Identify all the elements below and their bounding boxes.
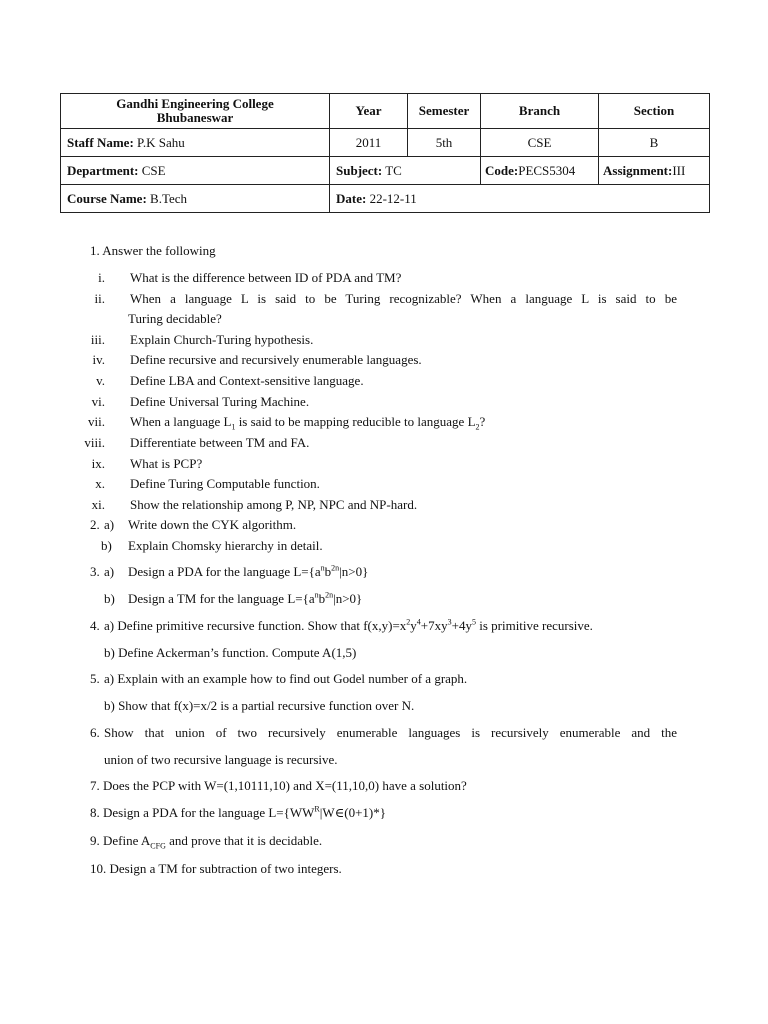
question-number: 1. bbox=[90, 243, 100, 258]
part-label: a) bbox=[104, 564, 115, 579]
superscript: 3 bbox=[447, 617, 452, 627]
subitem-text: When a language L is said to be Turing recognizable? When a language L is said to be bbox=[130, 291, 677, 306]
question-8 bbox=[90, 805, 386, 821]
text-part: +4y bbox=[451, 618, 472, 633]
roman-numeral: ii. bbox=[94, 291, 105, 306]
part-text: b) Define Ackerman’s function. Compute A(1,5) bbox=[104, 645, 357, 660]
subitem-text: What is the difference between ID of PDA and TM? bbox=[130, 270, 402, 285]
text-part: b bbox=[318, 591, 326, 606]
department-value: CSE bbox=[138, 162, 166, 178]
roman-numeral: xi. bbox=[91, 497, 105, 512]
subitem-text-continued: Turing decidable? bbox=[128, 311, 222, 326]
text-part: +7xy bbox=[420, 618, 448, 633]
subitem-text: Differentiate between TM and FA. bbox=[130, 435, 310, 450]
text-part: y bbox=[410, 618, 417, 633]
superscript: 2n bbox=[331, 563, 340, 573]
subscript: 1 bbox=[231, 422, 236, 432]
text-part: Design a TM for the language L={a bbox=[128, 591, 315, 606]
section-header: Section bbox=[599, 94, 710, 129]
question-number: 7. bbox=[90, 778, 100, 793]
text-part: |n>0} bbox=[333, 591, 363, 606]
roman-numeral: v. bbox=[96, 373, 105, 388]
department-cell bbox=[61, 157, 330, 185]
roman-numeral: iii. bbox=[90, 332, 105, 347]
question-number: 9. bbox=[90, 833, 100, 848]
part-text bbox=[128, 591, 362, 607]
question-text-continued: union of two recursive language is recursive. bbox=[104, 752, 338, 767]
code-cell bbox=[481, 157, 599, 185]
text-part: Define A bbox=[103, 833, 151, 848]
college-name: Gandhi Engineering College Bhubaneswar bbox=[61, 94, 330, 129]
subitem-text: What is PCP? bbox=[130, 456, 203, 471]
roman-numeral: vii. bbox=[88, 414, 105, 429]
superscript: 4 bbox=[416, 617, 421, 627]
course-value: B.Tech bbox=[146, 190, 188, 206]
question-text: Answer the following bbox=[102, 243, 216, 258]
text-part: Design a PDA for the language L={a bbox=[128, 564, 321, 579]
date-label: Date: bbox=[336, 190, 367, 206]
branch-value: CSE bbox=[481, 129, 599, 157]
subitem-text: Define recursive and recursively enumerable languages. bbox=[130, 352, 422, 367]
text-part: b bbox=[324, 564, 332, 579]
question-number: 2. bbox=[90, 517, 100, 532]
date-cell bbox=[330, 185, 710, 213]
question-7 bbox=[90, 778, 467, 794]
section-value: B bbox=[599, 129, 710, 157]
question-text bbox=[103, 805, 386, 820]
staff-value: P.K Sahu bbox=[133, 134, 185, 150]
roman-numeral: vi. bbox=[91, 394, 105, 409]
subscript: CFG bbox=[150, 841, 166, 851]
question-number: 6. bbox=[90, 725, 100, 740]
roman-numeral: iv. bbox=[92, 352, 105, 367]
part-label: b) bbox=[101, 538, 112, 553]
question-number: 4. bbox=[90, 618, 100, 633]
part-text bbox=[104, 618, 593, 634]
part-text: a) Explain with an example how to find out Godel number of a graph. bbox=[104, 671, 468, 686]
superscript: n bbox=[314, 590, 319, 600]
question-text bbox=[103, 833, 323, 851]
question-number: 3. bbox=[90, 564, 100, 579]
course-label: Course Name: bbox=[67, 190, 147, 206]
question-text: Design a TM for subtraction of two integers. bbox=[106, 861, 342, 876]
question-text: Show that union of two recursively enumerable languages is recursively enumerable and the bbox=[104, 725, 677, 740]
year-header: Year bbox=[330, 94, 408, 129]
assignment-value: III bbox=[672, 162, 686, 178]
subitem-text: Define LBA and Context-sensitive language. bbox=[130, 373, 364, 388]
semester-value: 5th bbox=[408, 129, 481, 157]
subitem-text: Define Turing Computable function. bbox=[130, 476, 320, 491]
question-9 bbox=[90, 833, 322, 849]
text-part: Design a PDA for the language L={WW bbox=[103, 805, 315, 820]
part-text: Explain Chomsky hierarchy in detail. bbox=[128, 538, 323, 553]
text-part: ? bbox=[479, 414, 486, 429]
roman-numeral: viii. bbox=[84, 435, 105, 450]
staff-label: Staff Name: bbox=[67, 134, 134, 150]
text-part: a) Define primitive recursive function. Show that f(x,y)=x bbox=[104, 618, 407, 633]
superscript: 2n bbox=[325, 590, 334, 600]
part-text: Write down the CYK algorithm. bbox=[128, 517, 297, 532]
department-label: Department: bbox=[67, 162, 139, 178]
subitem-text: Show the relationship among P, NP, NPC and NP-hard. bbox=[130, 497, 418, 512]
question-number: 10. bbox=[90, 861, 107, 876]
text-part: and prove that it is decidable. bbox=[165, 833, 323, 848]
date-value: 22-12-11 bbox=[366, 190, 417, 206]
question-1 bbox=[90, 243, 216, 259]
code-value: PECS5304 bbox=[518, 162, 576, 178]
superscript: 2 bbox=[406, 617, 411, 627]
header-table bbox=[60, 93, 710, 213]
code-label: Code: bbox=[485, 162, 519, 178]
question-text: Does the PCP with W=(1,10111,10) and X=(11,10,0) have a solution? bbox=[99, 778, 467, 793]
roman-numeral: ix. bbox=[91, 456, 105, 471]
course-cell bbox=[61, 185, 330, 213]
text-part: |W∈(0+1)*} bbox=[319, 805, 386, 820]
staff-row bbox=[61, 129, 710, 157]
part-label: b) bbox=[104, 591, 115, 606]
superscript: R bbox=[314, 804, 320, 814]
superscript: 5 bbox=[471, 617, 476, 627]
subscript: 2 bbox=[475, 422, 480, 432]
question-10 bbox=[90, 861, 342, 877]
text-part: |n>0} bbox=[339, 564, 369, 579]
roman-numeral: x. bbox=[95, 476, 105, 491]
part-text bbox=[128, 564, 368, 580]
department-row bbox=[61, 157, 710, 185]
branch-header: Branch bbox=[481, 94, 599, 129]
assignment-cell bbox=[599, 157, 710, 185]
superscript: n bbox=[320, 563, 325, 573]
year-value: 2011 bbox=[330, 129, 408, 157]
roman-numeral: i. bbox=[98, 270, 105, 285]
subitem-text: Define Universal Turing Machine. bbox=[130, 394, 310, 409]
assignment-label: Assignment: bbox=[603, 162, 673, 178]
part-text: b) Show that f(x)=x/2 is a partial recursive function over N. bbox=[104, 698, 415, 713]
text-part: is primitive recursive. bbox=[475, 618, 593, 633]
subitem-text bbox=[130, 414, 485, 430]
subject-cell bbox=[330, 157, 481, 185]
question-number: 5. bbox=[90, 671, 100, 686]
part-label: a) bbox=[104, 517, 115, 532]
text-part: is said to be mapping reducible to language L bbox=[235, 414, 476, 429]
header-row bbox=[61, 94, 710, 129]
text-part: When a language L bbox=[130, 414, 232, 429]
subject-label: Subject: bbox=[336, 162, 383, 178]
question-number: 8. bbox=[90, 805, 100, 820]
semester-header: Semester bbox=[408, 94, 481, 129]
subitem-text: Explain Church-Turing hypothesis. bbox=[130, 332, 314, 347]
subject-value: TC bbox=[382, 162, 402, 178]
course-row bbox=[61, 185, 710, 213]
staff-cell bbox=[61, 129, 330, 157]
